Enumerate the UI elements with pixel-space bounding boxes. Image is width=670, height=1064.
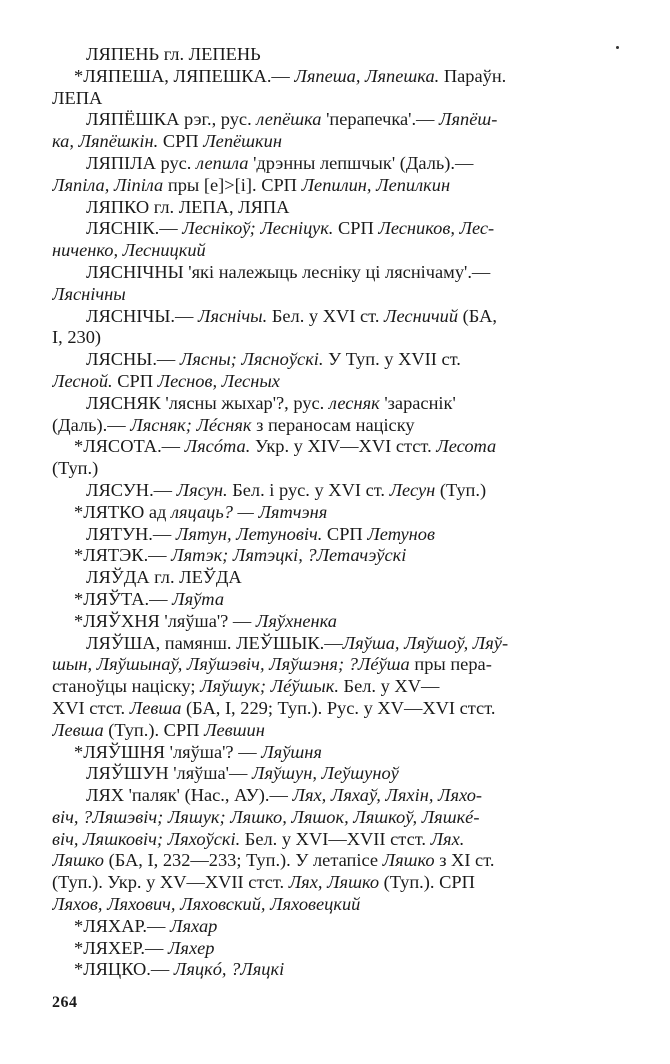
entry-continuation-line	[52, 676, 618, 698]
dictionary-entry	[52, 44, 618, 66]
entry-headline	[52, 306, 618, 328]
entry-text: Бел. і рус. у XVI ст.	[227, 479, 390, 500]
entry-continuation-line	[52, 458, 618, 480]
italic-form: Ляшко	[52, 850, 104, 871]
entry-headline	[52, 436, 618, 458]
entry-text: 'дрэнны лепшчык' (Даль).—	[248, 152, 474, 173]
italic-form: Ляўшук; Лéўшык.	[200, 676, 339, 697]
entry-headline	[52, 44, 618, 66]
entry-headline	[52, 524, 618, 546]
entry-continuation-line	[52, 654, 618, 676]
italic-form: Лясóта.	[184, 436, 251, 457]
entry-text: СРП	[322, 523, 368, 544]
entry-headline	[52, 785, 618, 807]
entry-headline	[52, 502, 618, 524]
entry-text: *ЛЯЎТА.—	[74, 588, 173, 609]
entry-continuation-line	[52, 240, 618, 262]
entry-headline	[52, 197, 618, 219]
italic-form: ляцаць? — Лятчэня	[170, 501, 328, 522]
italic-form: Ляпеша, Ляпешка.	[294, 65, 440, 86]
dictionary-entry	[52, 197, 618, 219]
entry-text: 'зараснік'	[379, 392, 456, 413]
italic-form: Лятун, Летуновіч.	[175, 523, 323, 544]
entry-text: (Туп.)	[52, 458, 99, 479]
italic-form: Лесной.	[52, 370, 113, 391]
italic-form: ка, Ляпёшкін.	[52, 131, 159, 152]
entry-text: ЛЯТУН.—	[86, 523, 176, 544]
entry-continuation-line	[52, 894, 618, 916]
italic-form: Ляшко	[382, 850, 435, 871]
italic-form: Лях.	[430, 828, 465, 849]
italic-form: віч, Ляшковіч; Ляхоўскі.	[52, 828, 241, 849]
entry-headline	[52, 480, 618, 502]
entry-text: СРП	[158, 131, 204, 152]
entry-continuation-line	[52, 415, 618, 437]
entry-continuation-line	[52, 131, 618, 153]
entry-continuation-line	[52, 698, 618, 720]
entry-text: *ЛЯТКО ад	[74, 501, 171, 522]
entry-text: (Даль).—	[52, 414, 131, 435]
dictionary-entry	[52, 589, 618, 611]
italic-form: лепила	[196, 152, 249, 173]
italic-form: Ляўшун, Леўшуноў	[251, 763, 399, 784]
entry-text: ЛЯСНІЧЫ.—	[86, 305, 198, 326]
entry-text: Бел. у XVI ст.	[267, 305, 385, 326]
dictionary-entry	[52, 567, 618, 589]
italic-form: Лесун	[389, 479, 436, 500]
entry-text: *ЛЯПЕША, ЛЯПЕШКА.—	[74, 65, 295, 86]
entry-headline	[52, 916, 618, 938]
entry-text: Параўн.	[439, 65, 507, 86]
page-number: 264	[52, 994, 78, 1011]
dictionary-entry	[52, 218, 618, 262]
entry-continuation-line	[52, 872, 618, 894]
entry-headline	[52, 633, 618, 655]
entry-headline	[52, 66, 618, 88]
entry-text: (БА, І, 229; Туп.). Рус. у XV—XVI стст.	[181, 697, 496, 718]
print-speck	[616, 46, 619, 49]
italic-form: Леснікоў; Лесніцук.	[182, 218, 334, 239]
entry-text: ЛЯСНЯК 'лясны жыхар'?, рус.	[86, 392, 329, 413]
entry-text: ЛЯЎДА гл. ЛЕЎДА	[86, 567, 242, 588]
italic-form: Ляцкó, ?Ляцкі	[173, 959, 285, 980]
italic-form: шын, Ляўшынаў, Ляўшэвіч, Ляўшэня; ?Лéўша	[52, 654, 410, 675]
italic-form: Ляснічны	[52, 283, 126, 304]
entry-headline	[52, 218, 618, 240]
entry-headline	[52, 545, 618, 567]
dictionary-entry	[52, 109, 618, 153]
dictionary-entry	[52, 938, 618, 960]
italic-form: Ляўхненка	[255, 610, 338, 631]
dictionary-entry	[52, 502, 618, 524]
entry-text: Бел. у XV—	[338, 676, 440, 697]
italic-form: Лясун.	[176, 479, 228, 500]
entry-text: (Туп.). СРП	[379, 872, 475, 893]
entry-text: ЛЯЎШУН 'ляўша'—	[86, 763, 252, 784]
italic-form: Летунов	[367, 523, 435, 544]
italic-form: Лесничий	[384, 305, 459, 326]
dictionary-entry	[52, 436, 618, 480]
entry-text: *ЛЯХАР.—	[74, 915, 171, 936]
dictionary-entry	[52, 480, 618, 502]
italic-form: Леснов, Лесных	[157, 370, 280, 391]
entry-text: Бел. у XVI—XVII стст.	[240, 828, 431, 849]
italic-form: Ляхар	[170, 915, 218, 936]
entry-text: ЛЯСУН.—	[86, 479, 177, 500]
entry-text: (Туп.)	[435, 479, 487, 500]
italic-form: Лясняк; Лéсняк	[130, 414, 252, 435]
italic-form: Лях, Ляхаў, Ляхін, Ляхо-	[292, 785, 483, 806]
entry-text: ЛЯПЁШКА рэг., рус.	[86, 109, 257, 130]
italic-form: Ляхер	[167, 937, 215, 958]
italic-form: віч, ?Ляшэвіч; Ляшук; Ляшко, Ляшок, Ляшкоў, Ляшкé-	[52, 806, 480, 827]
italic-form: Ляпіла, Ліпіла	[52, 174, 164, 195]
dictionary-entry	[52, 66, 618, 110]
entry-text: *ЛЯЎХНЯ 'ляўша'? —	[74, 610, 256, 631]
dictionary-entry	[52, 611, 618, 633]
entry-continuation-line	[52, 850, 618, 872]
entry-continuation-line	[52, 371, 618, 393]
entry-text: У Туп. у XVII ст.	[323, 349, 461, 370]
dictionary-entry	[52, 545, 618, 567]
entry-text: XVI стст.	[52, 697, 130, 718]
entry-continuation-line	[52, 175, 618, 197]
dictionary-entry	[52, 959, 618, 981]
entry-text: 'перапечка'.—	[321, 109, 440, 130]
entry-text: *ЛЯЎШНЯ 'ляўша'? —	[74, 741, 262, 762]
entry-continuation-line	[52, 720, 618, 742]
italic-form: Лятэк; Лятэцкі, ?Летачэўскі	[171, 545, 407, 566]
italic-form: Ляўшня	[261, 741, 322, 762]
entry-text: (Туп.). СРП	[103, 719, 205, 740]
dictionary-entry	[52, 916, 618, 938]
entry-text: (БА,	[458, 305, 497, 326]
entry-text: ЛЯСНІЧНЫ 'які належыць лесніку ці ляснічаму'.—	[86, 261, 491, 282]
dictionary-entry	[52, 393, 618, 437]
entry-text: ЛЯПЕНЬ гл. ЛЕПЕНЬ	[86, 44, 261, 64]
entry-headline	[52, 959, 618, 981]
dictionary-entry	[52, 153, 618, 197]
entry-headline	[52, 742, 618, 764]
entry-text: СРП	[112, 370, 158, 391]
entry-text: (Туп.). Укр. у XV—XVII стст.	[52, 872, 289, 893]
entry-text: *ЛЯСОТА.—	[74, 436, 185, 457]
entry-headline	[52, 763, 618, 785]
entry-text: пры [е]>[і]. СРП	[163, 174, 302, 195]
entry-headline	[52, 109, 618, 131]
italic-form: Лепилин, Лепилкин	[301, 174, 451, 195]
entry-continuation-line	[52, 829, 618, 851]
entry-text: пры пера-	[409, 654, 492, 675]
italic-form: лепёшка	[256, 109, 322, 130]
dictionary-entry	[52, 763, 618, 785]
entry-text: *ЛЯХЕР.—	[74, 937, 168, 958]
entry-headline	[52, 393, 618, 415]
entry-continuation-line	[52, 327, 618, 349]
entry-headline	[52, 567, 618, 589]
entry-text: *ЛЯТЭК.—	[74, 545, 172, 566]
italic-form: Ляхов, Ляхович, Ляховский, Ляховецкий	[52, 894, 361, 915]
dictionary-entry	[52, 306, 618, 350]
italic-form: ниченко, Лесницкий	[52, 240, 206, 261]
entry-text: з пераносам націску	[251, 414, 415, 435]
entry-text: *ЛЯЦКО.—	[74, 959, 174, 980]
dictionary-entry	[52, 349, 618, 393]
italic-form: Левша	[129, 697, 182, 718]
entry-text: ЛЯПКО гл. ЛЕПА, ЛЯПА	[86, 196, 290, 217]
entry-text: Укр. у XIV—XVI стст.	[250, 436, 437, 457]
entry-headline	[52, 153, 618, 175]
entry-text: ЛЯСНЫ.—	[86, 349, 180, 370]
entry-text: ЛЯПІЛА рус.	[86, 152, 197, 173]
entry-headline	[52, 349, 618, 371]
entry-text: ЛЯСНІК.—	[86, 218, 183, 239]
italic-form: Лесота	[436, 436, 497, 457]
dictionary-entry	[52, 262, 618, 306]
entry-text: ЛЯХ 'паляк' (Нас., АУ).—	[86, 785, 293, 806]
entry-text: ЛЯЎША, памянш. ЛЕЎШЫК.—	[86, 632, 343, 653]
italic-form: Ляўта	[172, 588, 225, 609]
italic-form: Лях, Ляшко	[288, 872, 380, 893]
dictionary-entry	[52, 524, 618, 546]
dictionary-entry	[52, 633, 618, 742]
italic-form: Ляснічы.	[198, 305, 268, 326]
entry-continuation-line	[52, 807, 618, 829]
dictionary-page	[52, 44, 618, 981]
entry-headline	[52, 262, 618, 284]
entry-text: СРП	[333, 218, 379, 239]
italic-form: Лепёшкин	[203, 131, 282, 152]
entry-continuation-line	[52, 284, 618, 306]
entry-headline	[52, 589, 618, 611]
italic-form: Левша	[52, 719, 104, 740]
italic-form: Лясны; Ляснoўскі.	[179, 349, 324, 370]
entry-text: І, 230)	[52, 327, 102, 348]
entry-headline	[52, 611, 618, 633]
italic-form: Лесников, Лес-	[378, 218, 495, 239]
italic-form: лесняк	[328, 392, 380, 413]
entry-text: станоўцы націску;	[52, 676, 201, 697]
entry-headline	[52, 938, 618, 960]
dictionary-entry	[52, 785, 618, 916]
entry-continuation-line	[52, 88, 618, 110]
italic-form: Ляпёш-	[439, 109, 498, 130]
dictionary-entry	[52, 742, 618, 764]
entry-text: (БА, І, 232—233; Туп.). У летапісе	[103, 850, 383, 871]
entry-text: ЛЕПА	[52, 87, 103, 108]
entry-text: з XI ст.	[434, 850, 495, 871]
italic-form: Левшин	[204, 719, 265, 740]
italic-form: Ляўша, Ляўшоў, Ляў-	[342, 632, 509, 653]
